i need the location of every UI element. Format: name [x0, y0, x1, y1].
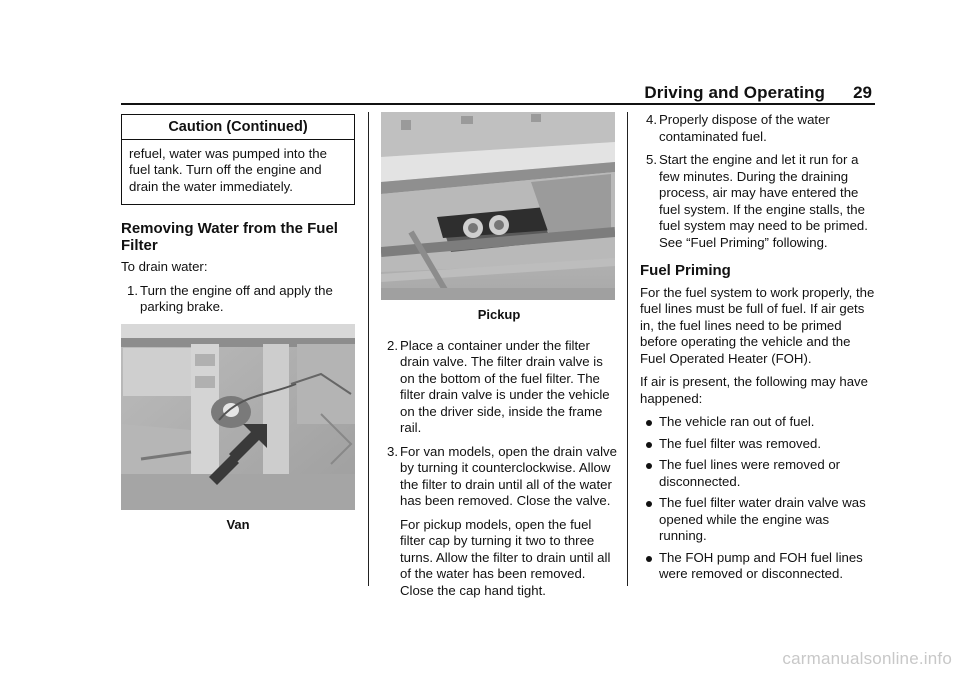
bullet-item [640, 436, 876, 453]
step-number: 5. [646, 152, 657, 167]
step-3-pickup-note: For pickup models, open the fuel filter cap by turning it two to three turns. Allow the filter to drain until all of the water has been removed. Close the cap hand tight. [400, 516, 611, 598]
bullet-item [640, 550, 876, 583]
bullet-text: The fuel filter was removed. [659, 435, 821, 451]
step-3 [381, 444, 617, 510]
step-text: For van models, open the drain valve by turning it counterclockwise. Allow the filter to drain until all of the water has been removed. Close the valve. [400, 443, 617, 508]
van-photo [121, 324, 355, 510]
pickup-photo [381, 112, 615, 300]
bullet-text: The fuel filter water drain valve was opened while the engine was running. [659, 495, 866, 543]
figure-van [121, 324, 355, 534]
column-2 [381, 112, 617, 606]
step-number: 2. [387, 337, 398, 353]
bullet-icon [646, 420, 652, 426]
caution-body: refuel, water was pumped into the fuel tank. Turn off the engine and drain the water immediately. [129, 145, 327, 194]
page-header [0, 0, 960, 110]
header-rule [121, 103, 875, 105]
column-3 [640, 112, 876, 588]
step-4 [640, 112, 876, 145]
section-heading-fuel-priming: Fuel Priming [640, 262, 731, 279]
bullet-icon [646, 556, 652, 562]
bullet-text: The vehicle ran out of fuel. [659, 414, 815, 429]
caution-box [121, 114, 355, 205]
step-2 [381, 338, 617, 437]
page-number: 29 [853, 83, 872, 102]
bullet-item [640, 457, 876, 490]
caution-heading: Caution (Continued) [122, 115, 354, 140]
intro-text: To drain water: [121, 259, 208, 274]
step-text: Place a container under the filter drain valve. The filter drain valve is on the bottom of the fuel filter. The filter drain valve is under the vehicle on the driver side, inside the frame rail. [400, 337, 610, 435]
column-divider-right [627, 112, 628, 586]
bullet-item [640, 495, 876, 545]
step-text: Properly dispose of the water contaminated fuel. [659, 112, 830, 144]
bullet-icon [646, 501, 652, 507]
priming-paragraph-2: If air is present, the following may have happened: [640, 374, 868, 406]
column-1 [121, 112, 355, 547]
section-heading-remove-water: Removing Water from the Fuel Filter [121, 220, 338, 254]
step-5 [640, 152, 876, 251]
step-text: Turn the engine off and apply the parking brake. [140, 282, 333, 314]
figure-caption-pickup: Pickup [477, 307, 521, 322]
priming-paragraph-1: For the fuel system to work properly, the fuel lines must be full of fuel. If air gets in, the fuel lines need to be primed before operating the vehicle and the Fuel Operated Heater (FOH). [640, 284, 875, 366]
step-number: 4. [646, 112, 657, 127]
step-number: 1. [127, 282, 138, 298]
step-number: 3. [387, 443, 398, 459]
section-title: Driving and Operating [644, 83, 825, 102]
watermark-text: carmanualsonline.info [782, 649, 952, 668]
bullet-text: The fuel lines were removed or disconnected. [659, 457, 841, 489]
figure-caption-van: Van [226, 516, 250, 532]
bullet-item [640, 414, 876, 431]
bullet-text: The FOH pump and FOH fuel lines were removed or disconnected. [659, 549, 863, 581]
bullet-icon [646, 463, 652, 469]
column-divider-left [368, 112, 369, 586]
bullet-icon [646, 442, 652, 448]
step-1 [121, 283, 355, 316]
step-text: Start the engine and let it run for a few minutes. During the draining process, air may have entered the fuel system. If the engine stalls, the fuel system may need to be primed. See “Fuel Priming” following. [659, 152, 868, 250]
